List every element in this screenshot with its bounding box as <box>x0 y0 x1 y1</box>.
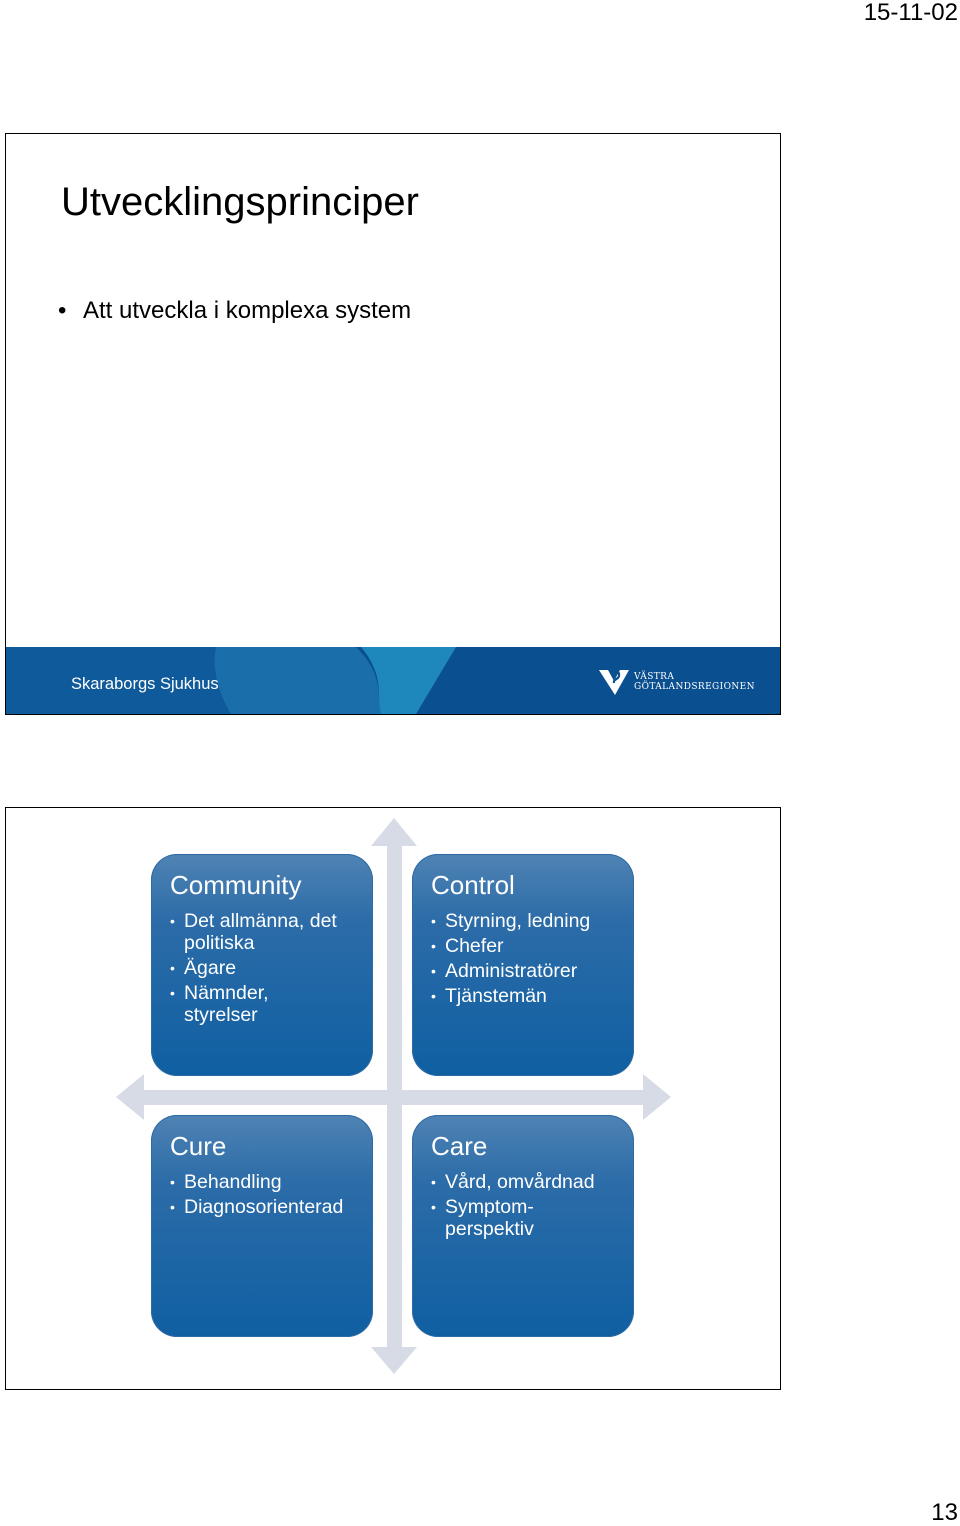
list-item: • Administratörer <box>431 960 578 982</box>
list-item: • Det allmänna, det politiska <box>170 910 365 954</box>
vgr-logo <box>598 667 755 697</box>
item-text: Styrning, ledning <box>445 910 591 932</box>
footer-org-name: Skaraborgs Sjukhus <box>71 675 219 693</box>
list-item: • Tjänstemän <box>431 985 547 1007</box>
quadrant-title: Care <box>431 1131 488 1161</box>
item-text: Vård, omvårdnad <box>445 1171 595 1193</box>
four-way-arrow <box>6 808 780 1389</box>
page-number: 13 <box>931 1499 958 1526</box>
item-text: Chefer <box>445 935 504 957</box>
bullet-text: Att utveckla i komplexa system <box>83 297 412 324</box>
list-item: • Symptom-perspektiv <box>431 1196 626 1240</box>
vgr-emblem-icon <box>598 667 632 697</box>
list-item: • Chefer <box>431 935 504 957</box>
item-text: Tjänstemän <box>445 985 547 1007</box>
slide-title: Utvecklingsprinciper <box>61 180 419 224</box>
item-text: Ägare <box>184 957 237 979</box>
list-item: • Styrning, ledning <box>431 910 591 932</box>
quadrant-cure <box>151 1115 373 1337</box>
quadrant-title: Cure <box>170 1131 227 1161</box>
logo-line-2: GÖTALANDSREGIONEN <box>634 682 755 692</box>
list-item: • Diagnosorienterad <box>170 1196 344 1218</box>
slide-1 <box>5 133 781 715</box>
quadrant-title: Community <box>170 870 302 900</box>
page-date: 15-11-02 <box>863 0 958 26</box>
bullet-item <box>58 297 411 325</box>
item-text: Det allmänna, det politiska <box>184 910 337 954</box>
item-text: Symptom-perspektiv <box>445 1196 534 1240</box>
logo-line-1: VÄSTRA <box>634 672 675 682</box>
quadrant-title: Control <box>431 870 515 900</box>
quadrant-care <box>412 1115 634 1337</box>
quadrant-community <box>151 854 373 1076</box>
list-item: • Vård, omvårdnad <box>431 1171 595 1193</box>
bullet-dot-icon: • <box>58 297 67 324</box>
item-text: Nämnder, styrelser <box>184 982 269 1026</box>
item-text: Behandling <box>184 1171 282 1193</box>
list-item: • Nämnder, styrelser <box>170 982 365 1026</box>
list-item: • Behandling <box>170 1171 282 1193</box>
list-item: • Ägare <box>170 957 237 979</box>
slide-2 <box>5 807 781 1390</box>
quadrant-control <box>412 854 634 1076</box>
item-text: Diagnosorienterad <box>184 1196 344 1218</box>
item-text: Administratörer <box>445 960 578 982</box>
